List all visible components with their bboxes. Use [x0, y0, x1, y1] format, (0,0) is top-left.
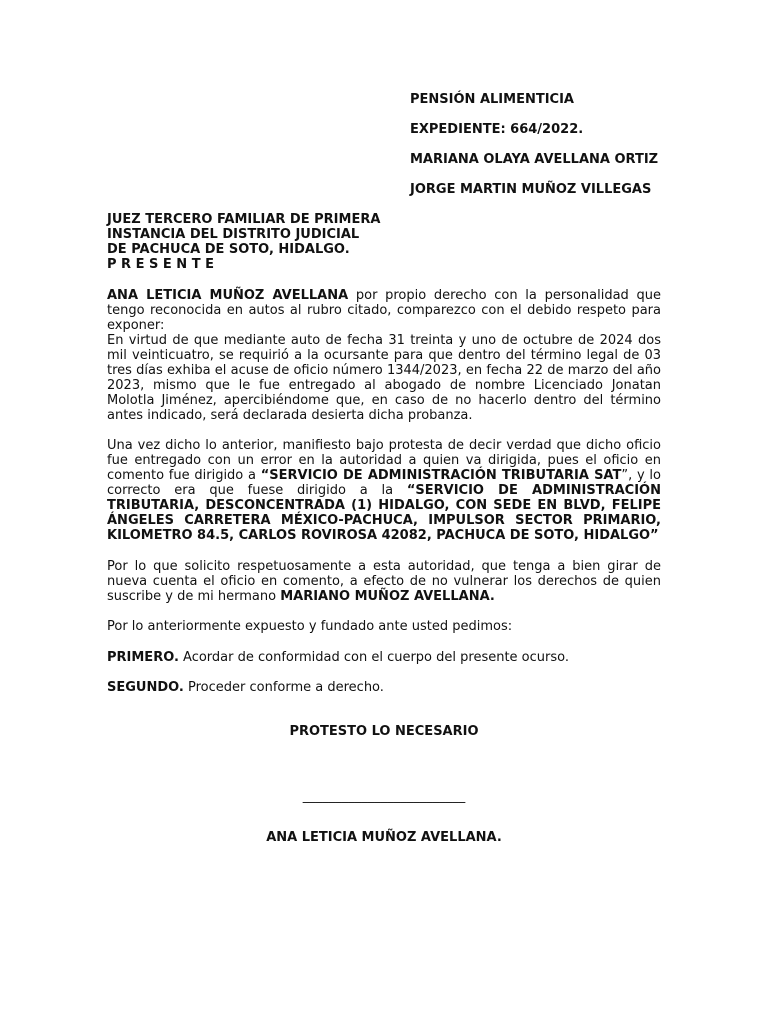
correct-addressee: “SERVICIO DE ADMINISTRACIÓN TRIBUTARIA, DESCONCENTRADA (1) HIDALGO, CON SEDE EN BLVD, FELIPE ÁNGELES CARRETERA MÉXICO-PACHUCA, IMPULSOR SECTOR PRIMARIO, KILOMETRO 84.5, CARLOS ROVIROSA 42082, PACHUCA DE SOTO, HIDALGO”: [107, 483, 661, 543]
petition-item-label: SEGUNDO.: [107, 680, 184, 695]
signer-name: ANA LETICIA MUÑOZ AVELLANA.: [266, 830, 502, 845]
petition-item-text: Acordar de conformidad con el cuerpo del presente ocurso.: [178, 650, 570, 665]
petition-item-text: Proceder conforme a derecho.: [183, 680, 384, 695]
intro-paragraph: [107, 288, 661, 333]
party-name-2: JORGE MARTIN MUÑOZ VILLEGAS: [410, 182, 652, 197]
addressee-line: INSTANCIA DEL DISTRITO JUDICIAL: [107, 227, 360, 242]
petition-intro-text: Por lo anteriormente expuesto y fundado ante usted pedimos:: [107, 619, 513, 634]
case-file-number: EXPEDIENTE: 664/2022.: [410, 122, 584, 137]
petitioner-name: ANA LETICIA MUÑOZ AVELLANA: [107, 288, 349, 303]
background-text: En virtud de que mediante auto de fecha 31 treinta y uno de octubre de 2024 dos mil veinticuatro, se requirió a la ocursante para que dentro del término legal de 03 tres días exhiba el acuse de oficio número 1344/2023, en fecha 22 de marzo del año 2023, mismo que le fue entregado al abogado de nombre Licenciado Jonatan Molotla Jiménez, apercibiéndome que, en caso de no hacerlo dentro del término antes indicado, será declarada desierta dicha probanza.: [107, 333, 661, 423]
signature-line: _________________________: [302, 789, 466, 804]
request-text: Por lo que solicito respetuosamente a esta autoridad, que tenga a bien girar de nueva cuenta el oficio en comento, a efecto de no vulnerar los derechos de quien suscribe y de mi hermano: [107, 559, 661, 604]
sibling-name: MARIANO MUÑOZ AVELLANA.: [280, 589, 495, 604]
addressee-block: [107, 212, 380, 272]
wrong-addressee: “SERVICIO DE ADMINISTRACIÓN TRIBUTARIA SAT: [260, 468, 622, 483]
addressee-presente: P R E S E N T E: [107, 257, 214, 272]
error-text-a: Una vez dicho lo anterior, manifiesto bajo protesta de decir verdad que dicho oficio fue entregado con un error en la autoridad a quien va dirigida, pues el oficio en comento fue dirigido a: [107, 438, 661, 483]
request-paragraph: [107, 559, 661, 604]
protest-heading: PROTESTO LO NECESARIO: [289, 724, 479, 739]
petition-intro: [107, 619, 661, 634]
petition-item-first: [107, 650, 661, 665]
petition-item-label: PRIMERO.: [107, 650, 179, 665]
intro-text: por propio derecho con la personalidad que tengo reconocida en autos al rubro citado, comparezco con el debido respeto para exponer:: [107, 288, 661, 333]
background-paragraph: [107, 333, 661, 423]
party-name-1: MARIANA OLAYA AVELLANA ORTIZ: [410, 152, 659, 167]
petition-item-second: [107, 680, 661, 695]
addressee-line: JUEZ TERCERO FAMILIAR DE PRIMERA: [107, 212, 381, 227]
error-text-b: ”, y lo correcto era que fuese dirigido a la: [107, 468, 661, 498]
case-subject: PENSIÓN ALIMENTICIA: [410, 92, 574, 107]
error-paragraph: [107, 438, 661, 543]
addressee-line: DE PACHUCA DE SOTO, HIDALGO.: [107, 242, 350, 257]
